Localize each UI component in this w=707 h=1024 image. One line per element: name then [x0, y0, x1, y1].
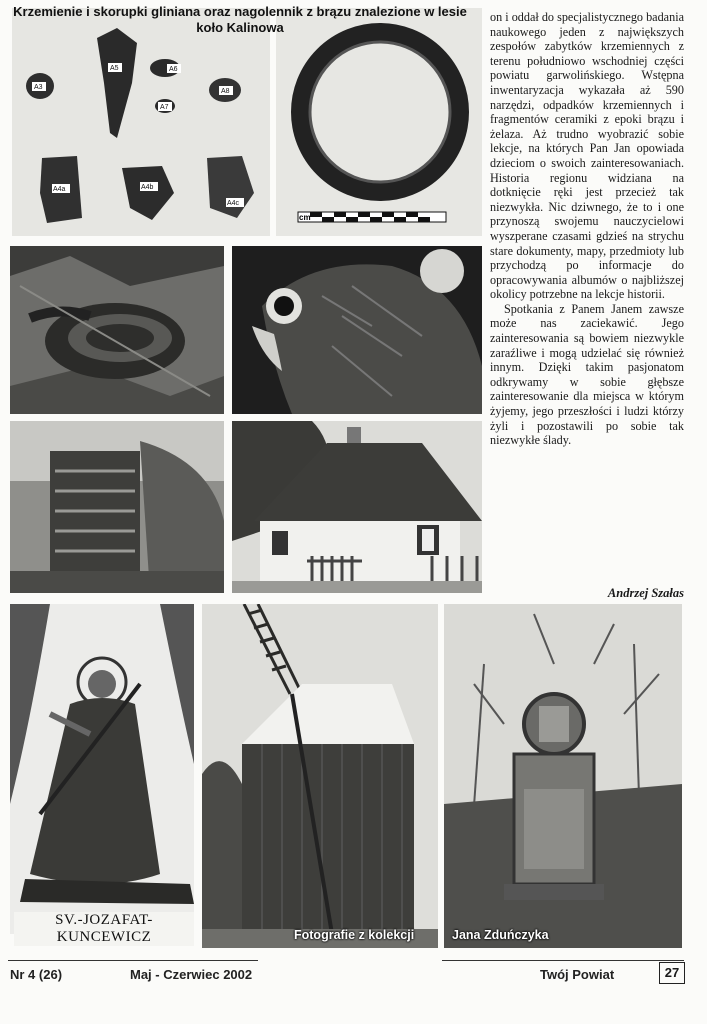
footer-rule-left	[8, 960, 258, 961]
photo-water-mill	[10, 421, 224, 593]
article-text	[490, 10, 684, 448]
page-number: 27	[659, 962, 685, 984]
photo-windmill	[202, 604, 438, 948]
flint-label: A8	[221, 88, 230, 95]
photo-caption-flints: Krzemienie i skorupki gliniana oraz nagolennik z brązu znalezione w lesie koło Kalinowa	[13, 4, 467, 35]
article-author: Andrzej Szałas	[607, 586, 684, 600]
flint-label: A4c	[227, 200, 240, 207]
flint-label: A7	[160, 104, 169, 111]
footer-magazine: Twój Powiat	[540, 967, 615, 982]
footer-issue: Nr 4 (26)	[10, 967, 63, 982]
scale-label: cm	[299, 213, 311, 222]
photo-stone-monument	[444, 604, 682, 948]
photo-credit-left: Fotografie z kolekcji	[294, 928, 415, 942]
flint-label: A4b	[141, 184, 154, 191]
article-paragraph: on i oddał do specjalistycznego badania naukowego jeden z największych zespołów zabytków krzemiennych z terenu południowo wschodniej części powiatu garwolińskiego. Wstępna inwentaryzacja wykazała aż 590 narzędzi, odpadków krzemiennych i fragmentów ceramiki z epoki brązu i żelaza. Aż trudno wyobrazić sobie lekcje, na których Pan Jan opowiada dzieciom o swoich zainteresowaniach. Historia regionu widziana na dotknięcie ręki jest przecież tak niezwykła. Nic dziwnego, że to i one przynoszą swojemu nauczycielowi wyszperane czasami gdzieś na strychu stare dokumenty, mapy, przedmioty lub przychodzą po informacje do opracowywania albumów o najbliższej okolicy potrzebne na lekcje historii.	[490, 10, 684, 302]
photo-bronze-anklet	[276, 8, 482, 236]
footer-rule-right	[442, 960, 684, 961]
flint-label: A3	[34, 84, 43, 91]
article-paragraph: Spotkania z Panem Janem zawsze może nas zaciekawić. Jego zainteresowania są bowiem niezwykle zaraźliwe i mogą udzielać się również innym. Dzięki takim pasjonatom odkrywamy w sobie głębsze zainteresowanie dla miejsca w którym żyjemy, jego przeszłości i ludzi którzy żyli i pozostawili po sobie tak niezwykłe ślady.	[490, 301, 684, 448]
photo-flint-artifacts	[12, 8, 270, 236]
photo-thatched-cottage	[232, 421, 482, 593]
flint-label: A5	[110, 65, 119, 72]
flint-label: A4a	[53, 186, 66, 193]
photo-bird-of-prey	[232, 246, 482, 414]
photo-viper	[10, 246, 224, 414]
saint-name-inscription: SV.-JOZAFAT-KUNCEWICZ	[14, 912, 194, 946]
flint-label: A6	[169, 66, 178, 73]
photo-credit-right: Jana Zduńczyka	[452, 928, 549, 942]
footer-date: Maj - Czerwiec 2002	[130, 967, 253, 982]
photo-saint-painting	[10, 604, 194, 934]
